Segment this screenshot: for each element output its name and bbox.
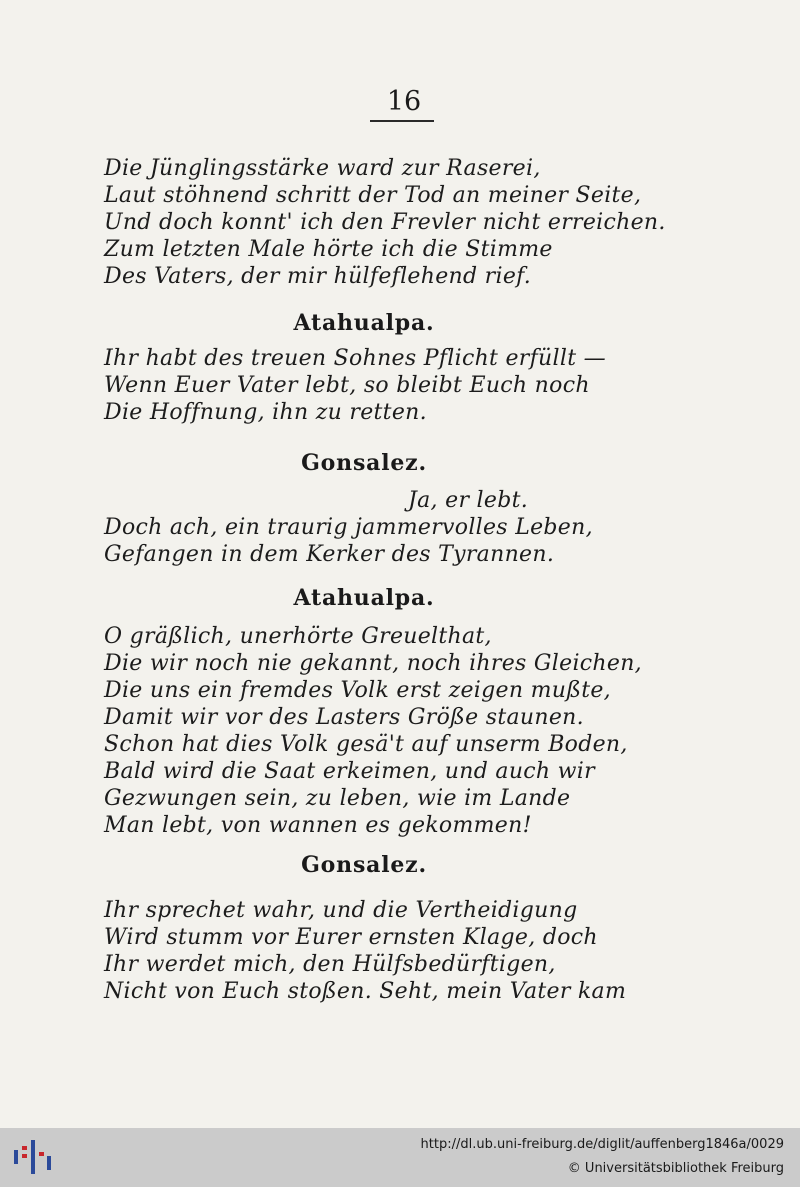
page-number-rule	[370, 120, 434, 122]
source-url[interactable]: http://dl.ub.uni-freiburg.de/diglit/auffenberg1846a/0029	[420, 1137, 784, 1152]
verse-line: Wenn Euer Vater lebt, so bleibt Euch noch	[104, 373, 590, 398]
verse-line: Doch ach, ein traurig jammervolles Leben,	[104, 515, 593, 540]
verse-line: Ihr habt des treuen Sohnes Pflicht erfüllt —	[104, 346, 606, 371]
verse-line: O gräßlich, unerhörte Greuelthat,	[104, 624, 492, 649]
verse-line: Ihr werdet mich, den Hülfsbedürftigen,	[104, 952, 556, 977]
speaker-heading: Gonsalez.	[301, 852, 427, 878]
verse-line: Ja, er lebt.	[408, 488, 529, 513]
verse-line: Schon hat dies Volk gesä't auf unserm Boden,	[104, 732, 628, 757]
verse-block-5	[104, 897, 627, 1005]
verse-line: Wird stumm vor Eurer ernsten Klage, doch	[104, 925, 598, 950]
speaker-heading: Atahualpa.	[293, 585, 435, 611]
verse-line: Gefangen in dem Kerker des Tyrannen.	[104, 542, 555, 567]
verse-line: Die Jünglingsstärke ward zur Raserei,	[104, 156, 541, 181]
verse-line: Und doch konnt' ich den Frevler nicht erreichen.	[104, 210, 666, 235]
verse-line: Die Hoffnung, ihn zu retten.	[104, 400, 427, 425]
verse-line: Bald wird die Saat erkeimen, und auch wir	[104, 759, 595, 784]
verse-block-4	[104, 623, 642, 839]
copyright-notice: © Universitätsbibliothek Freiburg	[567, 1161, 784, 1176]
verse-line: Des Vaters, der mir hülfeflehend rief.	[104, 264, 532, 289]
verse-line: Die uns ein fremdes Volk erst zeigen mußte,	[104, 678, 611, 703]
speaker-heading: Gonsalez.	[301, 450, 427, 476]
verse-line: Nicht von Euch stoßen. Seht, mein Vater kam	[104, 979, 627, 1004]
verse-block-3	[104, 487, 624, 568]
footer-bar	[0, 1128, 800, 1187]
ub-freiburg-logo-icon	[10, 1136, 54, 1180]
verse-line: Damit wir vor des Lasters Größe staunen.	[104, 705, 584, 730]
verse-block-2	[104, 345, 624, 426]
verse-block-1	[104, 155, 666, 290]
speaker-heading: Atahualpa.	[293, 310, 435, 336]
verse-line: Man lebt, von wannen es gekommen!	[104, 813, 532, 838]
verse-line: Laut stöhnend schritt der Tod an meiner Seite,	[104, 183, 642, 208]
verse-line: Die wir noch nie gekannt, noch ihres Gleichen,	[104, 651, 642, 676]
verse-line: Gezwungen sein, zu leben, wie im Lande	[104, 786, 571, 811]
verse-line: Ihr sprechet wahr, und die Vertheidigung	[104, 898, 578, 923]
page-number: 16	[386, 86, 422, 117]
verse-line: Zum letzten Male hörte ich die Stimme	[104, 237, 553, 262]
